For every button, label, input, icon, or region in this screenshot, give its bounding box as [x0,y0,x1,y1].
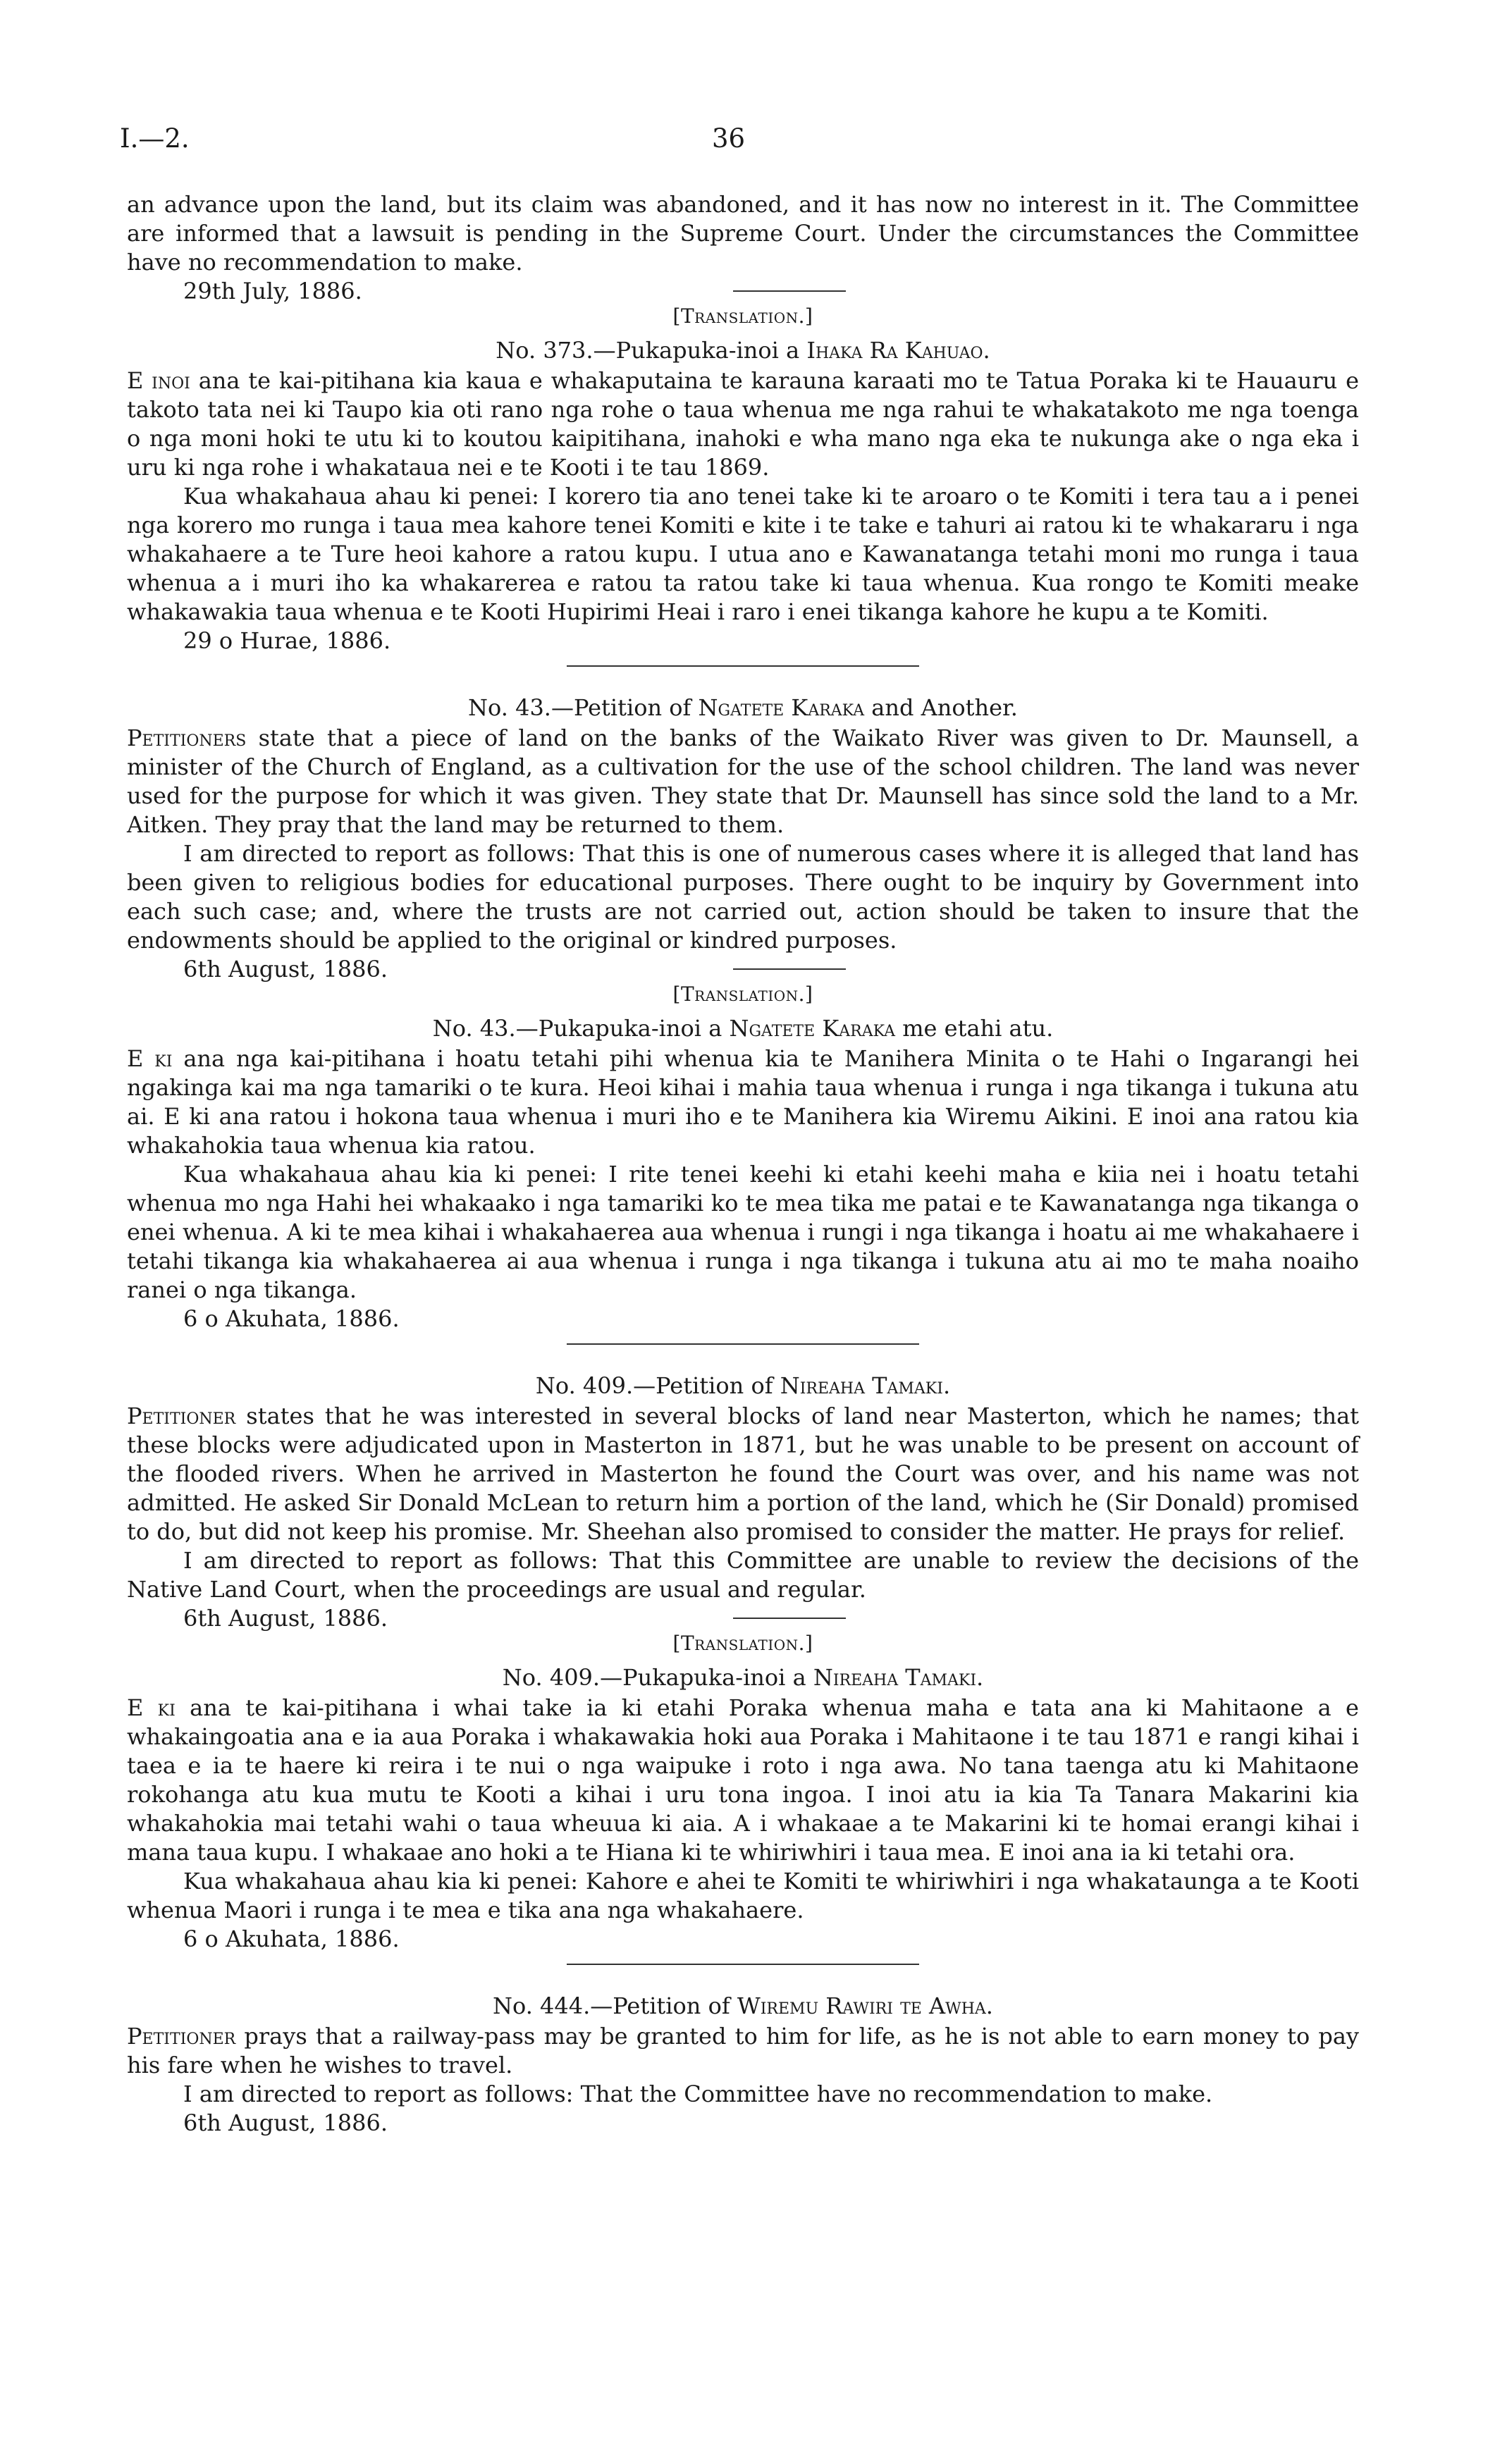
section-divider [567,1343,919,1345]
paragraph [127,1694,1359,1867]
paragraph [127,366,1359,482]
translation-label: [Translation.] [672,982,813,1006]
paragraph: I am directed to report as follows: That the Committee have no recommendation to make. [183,2081,1213,2107]
heading-prefix: No. 409.—Petition of [535,1372,773,1399]
page-number: 36 [712,123,746,154]
document-body [127,190,1359,2138]
heading-prefix: No. 444.—Petition of [493,1992,730,2019]
date-line: 6th August, 1886. [183,2109,388,2136]
document-reference: I.—2. [120,123,190,154]
heading-name: Ihaka Ra Kahuao. [806,337,990,364]
heading-prefix: No. 373.—Pukapuka-inoi a [496,337,800,364]
paragraph-lead: Petitioners [127,725,247,751]
heading-name: Nireaha Tamaki. [780,1372,951,1399]
short-divider [733,968,846,970]
section-heading [127,1663,1359,1692]
translation-label: [Translation.] [672,1632,813,1655]
heading-name: Ngatete Karaka [729,1015,896,1042]
heading-prefix: No. 43.—Pukapuka-inoi a [432,1015,722,1042]
date-line: 6th August, 1886. [183,1605,388,1632]
paragraph-lead: E ki [127,1045,173,1072]
paragraph-text: states that he was interested in several blocks of land near Masterton, which he names; that these blocks were adjudicated upon in Masterton in 1871, but he was unable to be present on account of the flooded rivers. When he arrived in Masterton he found the Court was over, and his name was not admitted. He asked Sir Donald McLean to return him a portion of the land, which he (Sir Donald) promised to do, but did not keep his promise. Mr. Sheehan also promised to consider the matter. He prays for relief. [127,1403,1360,1545]
heading-prefix: No. 409.—Pukapuka-inoi a [502,1664,806,1691]
heading-suffix: and Another. [871,694,1018,721]
paragraph-lead: Petitioner [127,1403,236,1429]
paragraph-text: ana nga kai-pitihana i hoatu tetahi pihi whenua kia te Manihera Minita o te Hahi o Ingarangi hei ngakinga kai ma nga tamariki o te kura. Heoi kihai i mahia taua whenua i runga i nga tikanga i tukuna atu ai. E ki ana ratou i hokona taua whenua i muri iho e te Manihera kia Wiremu Aikini. E inoi ana ratou kia whakahokia taua whenua kia ratou. [127,1045,1359,1159]
heading-suffix: me etahi atu. [902,1015,1054,1042]
section-heading [127,1992,1359,2021]
paragraph [127,2022,1359,2080]
heading-name: Ngatete Karaka [698,694,865,721]
paragraph-lead: E inoi [127,367,190,394]
paragraph: Kua whakahaua ahau kia ki penei: I rite tenei keehi ki etahi keehi maha e kiia nei i hoatu tetahi whenua mo nga Hahi hei whakaako i nga tamariki ko te mea tika me patai e te Kawanatanga nga tikanga o enei whenua. A ki te mea kihai i whakahaerea aua whenua i rungi i nga tikanga i hoatu ai me whakahaere i tetahi tikanga kia whakahaerea ai aua whenua i runga i nga tikanga i tukuna atu ai mo te maha noaiho ranei o nga tikanga. [127,1161,1359,1303]
paragraph-lead: E ki [127,1694,176,1721]
section-heading [127,694,1359,722]
date-line: 6 o Akuhata, 1886. [183,1305,400,1332]
paragraph: an advance upon the land, but its claim was abandoned, and it has now no interest in it. The Committee are informed that a lawsuit is pending in the Supreme Court. Under the circumstances the Committee have no recommendation to make. [127,191,1359,276]
paragraph-text: ana te kai-pitihana i whai take ia ki etahi Poraka whenua maha e tata ana ki Mahitaone a e whakaingoatia ana e ia aua Poraka i whakawakia hoki aua Poraka i Mahitaone i te tau 1871 e rangi kihai i taea e ia te haere ki reira i te nui o nga waipuke i roto i nga awa. No tana taenga atu ki Mahitaone rokohanga atu kua mutu te Kooti a kihai i uru tona ingoa. I inoi atu ia kia Ta Tanara Makarini kia whakahokia mai tetahi wahi o taua wheuua ki aia. A i whakaae a te Makarini ki te homai erangi kihai i mana taua kupu. I whakaae ano hoki a te Hiana ki te whiriwhiri i taua mea. E inoi ana ia ki tetahi ora. [127,1694,1359,1866]
paragraph: Kua whakahaua ahau kia ki penei: Kahore e ahei te Komiti te whiriwhiri i nga whakataunga a te Kooti whenua Maori i runga i te mea e tika ana nga whakahaere. [127,1868,1359,1923]
short-divider [733,290,846,292]
date-line: 29th July, 1886. [183,278,362,304]
paragraph: I am directed to report as follows: That this is one of numerous cases where it is alleged that land has been given to religious bodies for educational purposes. There ought to be inquiry by Government into each such case; and, where the trusts are not carried out, action should be taken to insure that the endowments should be applied to the original or kindred purposes. [127,840,1359,954]
paragraph-text: ana te kai-pitihana kia kaua e whakaputaina te karauna karaati mo te Tatua Poraka ki te Hauauru e takoto tata nei ki Taupo kia oti rano nga rohe o taua whenua me nga rahui te whakatakoto me nga toenga o nga moni hoki te utu ki to koutou kaipitihana, inahoki e wha mano nga eka te nukunga ake o nga eka i uru ki nga rohe i whakataua nei e te Kooti i te tau 1869. [127,367,1360,481]
paragraph-text: state that a piece of land on the banks of the Waikato River was given to Dr. Maunsell, a minister of the Church of England, as a cultivation for the use of the school children. The land was never used for the purpose for which it was given. They state that Dr. Maunsell has since sold the land to a Mr. Aitken. They pray that the land may be returned to them. [127,725,1360,838]
date-line: 6 o Akuhata, 1886. [183,1926,400,1952]
paragraph: Kua whakahaua ahau ki penei: I korero tia ano tenei take ki te aroaro o te Komiti i tera tau a i penei nga korero mo runga i taua mea kahore tenei Komiti e kite i te take e tahuri ai ratou ki te whakararu i nga whakahaere a te Ture heoi kahore a ratou kupu. I utua ano e Kawanatanga tetahi moni mo runga i taua whenua a i muri iho ka whakarerea e ratou ta ratou take ki taua whenua. Kua rongo te Komiti meake whakawakia taua whenua e te Kooti Hupirimi Heai i raro i enei tikanga kahore he kupu a te Komiti. [127,483,1359,625]
section-heading [127,336,1359,365]
paragraph [127,724,1359,839]
section-divider [567,665,919,667]
section-heading [127,1014,1359,1043]
paragraph [127,1045,1359,1160]
date-line: 6th August, 1886. [183,956,388,982]
paragraph: I am directed to report as follows: That this Committee are unable to review the decisions of the Native Land Court, when the proceedings are usual and regular. [127,1547,1359,1603]
paragraph [127,1402,1359,1546]
heading-name: Nireaha Tamaki. [813,1664,984,1691]
date-line: 29 o Hurae, 1886. [183,627,391,654]
section-heading [127,1372,1359,1400]
heading-name: Wiremu Rawiri te Awha. [737,1992,993,2019]
section-divider [567,1964,919,1965]
paragraph-lead: Petitioner [127,2023,236,2050]
heading-prefix: No. 43.—Petition of [468,694,691,721]
short-divider [733,1618,846,1619]
translation-label: [Translation.] [672,304,813,328]
paragraph-text: prays that a railway-pass may be granted to him for life, as he is not able to earn money to pay his fare when he wishes to travel. [127,2023,1359,2078]
